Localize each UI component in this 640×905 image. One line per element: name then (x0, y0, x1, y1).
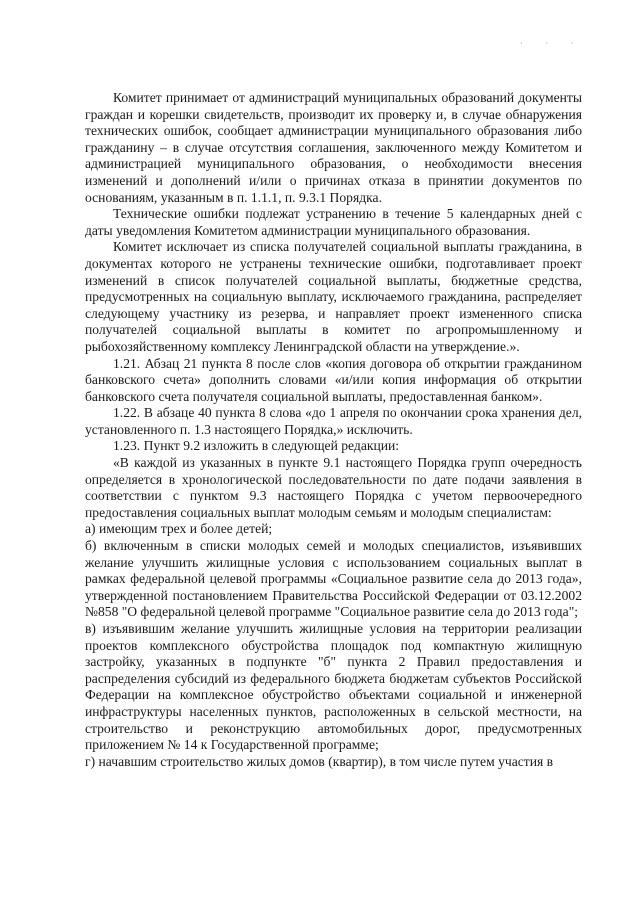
paragraph-committee-review: Комитет принимает от администраций муниципальных образований документы граждан и корешки свидетельств, производит их проверку и, в случае обнаружения технических ошибок, сообщает администрации муниципального образования либо гражданину – в случае отсутствия соглашения, заключенного между Комитетом и администрацией муниципального образования, о необходимости внесения изменений и дополнений и/или о причинах отказа в принятии документов по основаниям, указанным в п. 1.1.1, п. 9.3.1 Порядка. (85, 90, 582, 205)
list-item-a: а) имеющим трех и более детей; (85, 521, 273, 537)
paragraph-item-1-21: 1.21. Абзац 21 пункта 8 после слов «копия договора об открытии гражданином банковского счета» дополнить словами «и/или копия информация об открытии банковского счета получателя социальной выплаты, предоставленная банком». (85, 355, 582, 404)
paragraph-item-1-23: 1.23. Пункт 9.2 изложить в следующей редакции: (113, 438, 400, 454)
scan-margin-marks: · · · (520, 38, 584, 48)
paragraph-item-1-22: 1.22. В абзаце 40 пункта 8 слова «до 1 апреля по окончании срока хранения дел, установленного п. 1.3 настоящего Порядка,» исключить. (85, 405, 582, 437)
document-page (85, 90, 582, 770)
list-item-v: в) изъявившим желание улучшить жилищные условия на территории реализации проектов комплексного обустройства площадок под компактную жилищную застройку, указанных в подпункте "б" пункта 2 Правил предоставления и распределения субсидий из федерального бюджета бюджетам субъектов Российской Федерации на комплексное обустройство объектами социальной и инженерной инфраструктуры населенных пунктов, расположенных в сельской местности, на строительство и реконструкцию автомобильных дорог, предусмотренных приложением № 14 к Государственной программе; (85, 621, 582, 753)
paragraph-priority-order: «В каждой из указанных в пункте 9.1 настоящего Порядка групп очередность определяется в хронологической последовательности по дате подачи заявления в соответствии с пунктом 9.3 настоящего Порядка с учетом первоочередного предоставления социальных выплат молодым семьям и молодым специалистам: (85, 455, 582, 520)
paragraph-committee-exclusion: Комитет исключает из списка получателей социальной выплаты гражданина, в документах которого не устранены технические ошибки, подготавливает проект изменений в список получателей социальной выплаты, бюджетные средства, предусмотренных на социальную выплату, исключаемого гражданина, распределяет следующему участнику из резерва, и направляет проект измененного списка получателей социальной выплаты в комитет по агропромышленному и рыбохозяйственному комплексу Ленинградской области на утверждение.». (85, 239, 582, 354)
list-item-b: б) включенным в списки молодых семей и молодых специалистов, изъявивших желание улучшить жилищные условия с использованием социальных выплат в рамках федеральной целевой программы «Социальное развитие села до 2013 года», утвержденной постановлением Правительства Российской Федерации от 03.12.2002 №858 "О федеральной целевой программе "Социальное развитие села до 2013 года"; (85, 538, 582, 620)
paragraph-error-deadline: Технические ошибки подлежат устранению в течение 5 календарных дней с даты уведомления Комитетом администрации муниципального образования. (85, 206, 582, 238)
list-item-g: г) начавшим строительство жилых домов (квартир), в том числе путем участия в (85, 753, 554, 769)
